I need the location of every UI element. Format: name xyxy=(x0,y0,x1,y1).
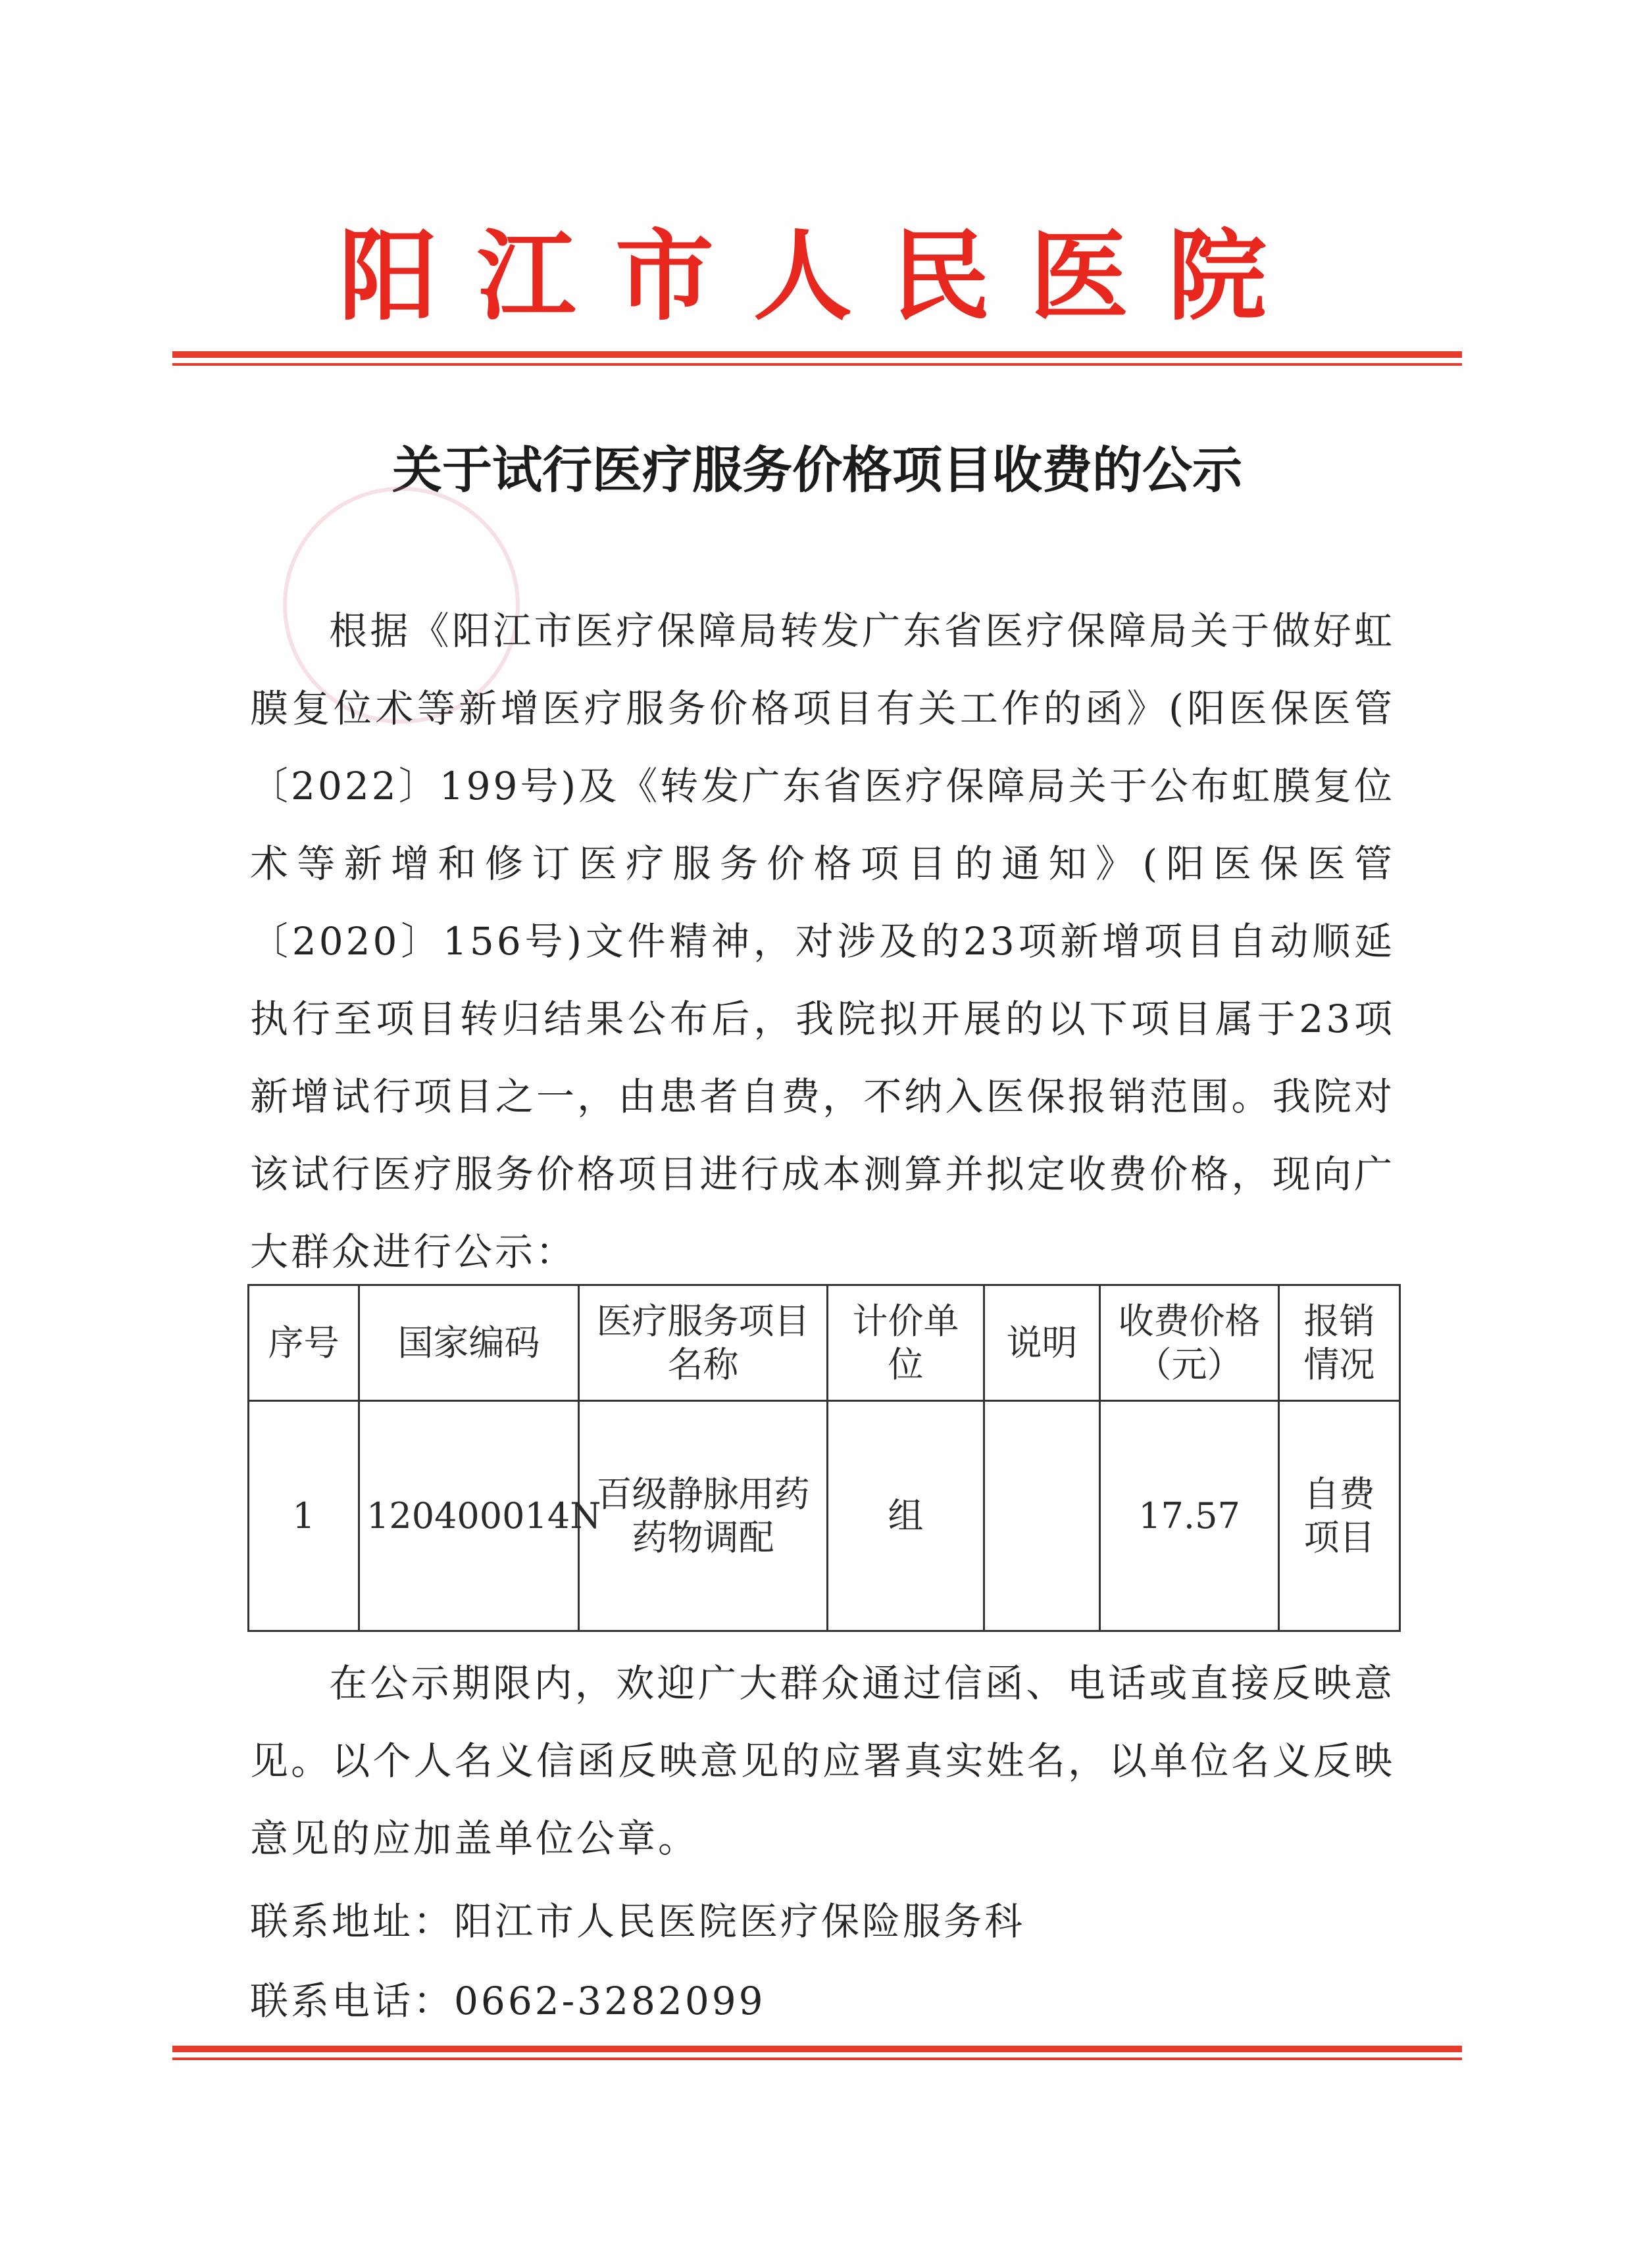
contact-phone-label: 联系电话： xyxy=(250,1979,455,2023)
contact-address-line xyxy=(250,1883,1395,1960)
document-title: 关于试行医疗服务价格项目收费的公示 xyxy=(392,441,1242,499)
header-code: 国家编码 xyxy=(359,1285,579,1401)
fee-table xyxy=(247,1284,1401,1632)
header-note: 说明 xyxy=(984,1285,1100,1401)
cell-seq: 1 xyxy=(249,1401,359,1631)
cell-name: 百级静脉用药药物调配 xyxy=(579,1401,828,1631)
letterhead-divider-thick xyxy=(172,351,1462,358)
contact-phone-line xyxy=(250,1962,1395,2040)
header-unit: 计价单位 xyxy=(828,1285,984,1401)
table-header-row xyxy=(249,1285,1400,1401)
cell-price: 17.57 xyxy=(1100,1401,1279,1631)
contact-address-value: 阳江市人民医院医疗保险服务科 xyxy=(454,1899,1026,1944)
contact-phone-value: 0662-3282099 xyxy=(454,1979,766,2023)
header-name: 医疗服务项目名称 xyxy=(579,1285,828,1401)
header-reimbursement: 报销情况 xyxy=(1279,1285,1400,1401)
table-row xyxy=(249,1401,1400,1631)
body-paragraph-2: 在公示期限内，欢迎广大群众通过信函、电话或直接反映意见。以个人名义信函反映意见的应署真实姓名，以单位名义反映意见的应加盖单位公章。 xyxy=(250,1661,1395,1861)
header-seq: 序号 xyxy=(249,1285,359,1401)
cell-reimbursement: 自费项目 xyxy=(1279,1401,1400,1631)
footer-divider-thick xyxy=(172,2046,1462,2052)
cell-code: 120400014N xyxy=(359,1401,579,1631)
letterhead-hospital-name: 阳江市人民医院 xyxy=(338,218,1306,334)
letterhead-divider-thin xyxy=(172,363,1462,366)
body-paragraph-1: 根据《阳江市医疗保障局转发广东省医疗保障局关于做好虹膜复位术等新增医疗服务价格项目有关工作的函》(阳医保医管〔2022〕199号)及《转发广东省医疗保障局关于公布虹膜复位术等新增和修订医疗服务价格项目的通知》(阳医保医管〔2020〕156号)文件精神，对涉及的23项新增项目自动顺延执行至项目转归结果公布后，我院拟开展的以下项目属于23项新增试行项目之一，由患者自费，不纳入医保报销范围。我院对该试行医疗服务价格项目进行成本测算并拟定收费价格，现向广大群众进行公示： xyxy=(250,608,1395,1274)
cell-unit: 组 xyxy=(828,1401,984,1631)
header-price: 收费价格（元） xyxy=(1100,1285,1279,1401)
footer-divider-thin xyxy=(172,2058,1462,2060)
cell-note xyxy=(984,1401,1100,1631)
contact-address-label: 联系地址： xyxy=(250,1899,455,1944)
